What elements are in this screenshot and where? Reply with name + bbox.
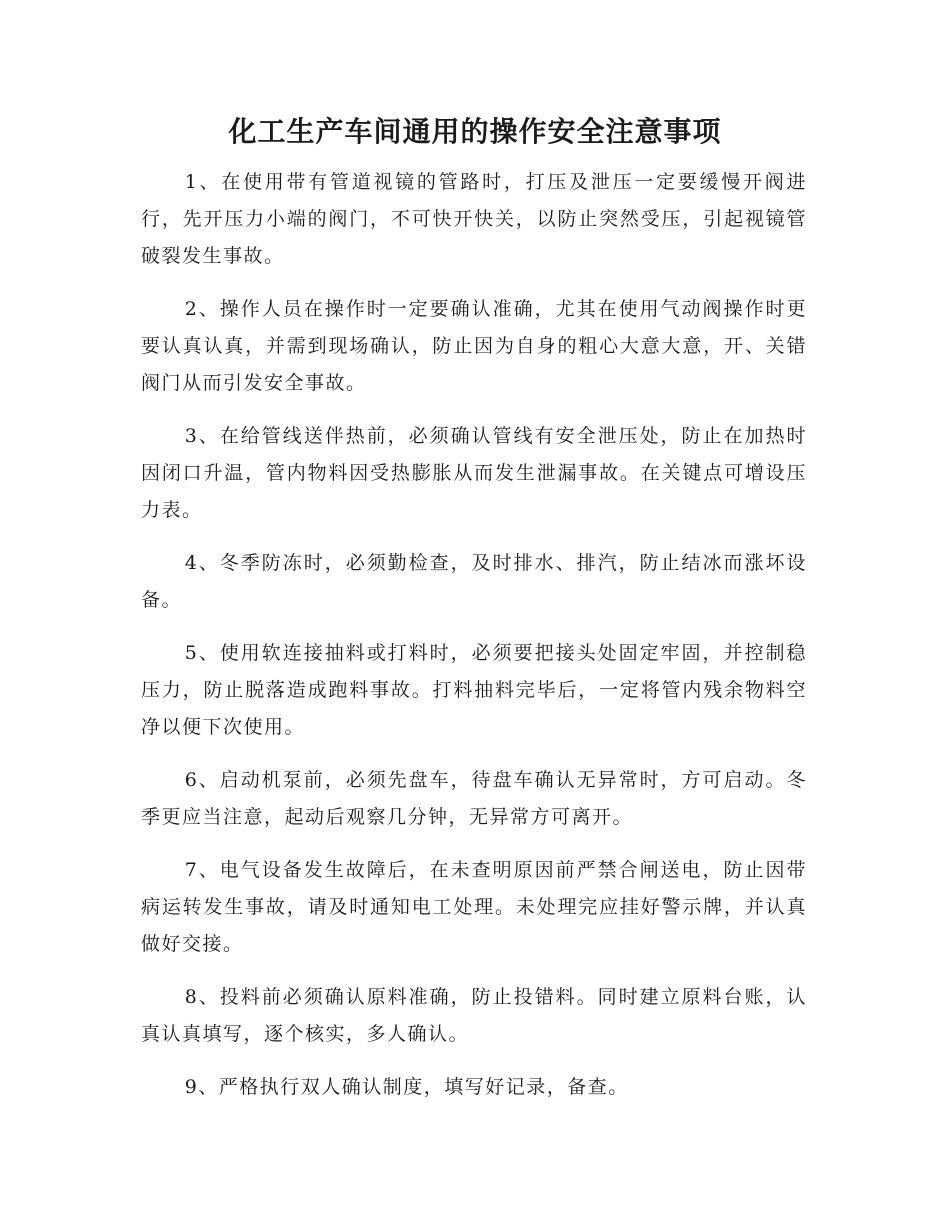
safety-item-8: 8、投料前必须确认原料准确，防止投错料。同时建立原料台账，认真认真填写，逐个核实，多人确认。 [141, 986, 807, 1045]
safety-item-6: 6、启动机泵前，必须先盘车，待盘车确认无异常时，方可启动。冬季更应当注意，起动后观察几分钟，无异常方可离开。 [141, 769, 807, 828]
safety-item-9: 9、严格执行双人确认制度，填写好记录，备查。 [184, 1076, 629, 1098]
document-body [141, 164, 807, 1122]
safety-item-4: 4、冬季防冻时，必须勤检查，及时排水、排汽，防止结冰而涨坏设备。 [141, 552, 807, 611]
safety-item-5: 5、使用软连接抽料或打料时，必须要把接头处固定牢固，并控制稳压力，防止脱落造成跑料事故。打料抽料完毕后，一定将管内残余物料空净以便下次使用。 [141, 642, 807, 738]
safety-item-2: 2、操作人员在操作时一定要确认准确，尤其在使用气动阀操作时更要认真认真，并需到现场确认，防止因为自身的粗心大意大意，开、关错阀门从而引发安全事故。 [141, 298, 807, 394]
safety-item-1: 1、在使用带有管道视镜的管路时，打压及泄压一定要缓慢开阀进行，先开压力小端的阀门，不可快开快关，以防止突然受压，引起视镜管破裂发生事故。 [141, 171, 807, 267]
safety-item-7: 7、电气设备发生故障后，在未查明原因前严禁合闸送电，防止因带病运转发生事故，请及时通知电工处理。未处理完应挂好警示牌，并认真做好交接。 [141, 859, 807, 955]
document-title: 化工生产车间通用的操作安全注意事项 [228, 115, 722, 148]
safety-item-3: 3、在给管线送伴热前，必须确认管线有安全泄压处，防止在加热时因闭口升温，管内物料因受热膨胀从而发生泄漏事故。在关键点可增设压力表。 [141, 425, 807, 521]
